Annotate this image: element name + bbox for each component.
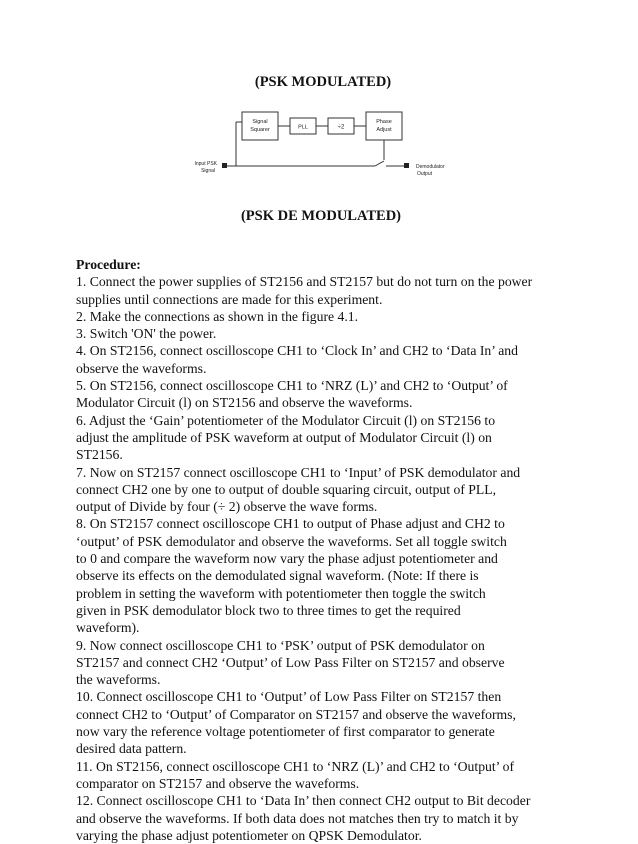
procedure-section [76,256,546,844]
procedure-lines [76,273,546,844]
procedure-line: comparator on ST2157 and observe the waveforms. [76,775,360,791]
procedure-line: Modulator Circuit (l) on ST2156 and observe the waveforms. [76,395,413,411]
input-label-1: Input PSK [194,161,217,167]
output-label-1: Demodulator [416,164,445,170]
output-terminal [404,163,409,168]
procedure-line: 7. Now on ST2157 connect oscilloscope CH1 to ‘Input’ of PSK demodulator and [76,464,521,480]
procedure-line: 4. On ST2156, connect oscilloscope CH1 to ‘Clock In’ and CH2 to ‘Data In’ and [76,343,518,359]
procedure-line: 9. Now connect oscilloscope CH1 to ‘PSK’ output of PSK demodulator on [76,637,485,653]
procedure-line: waveform). [76,620,140,636]
procedure-line: connect CH2 to ‘Output’ of Comparator on ST2157 and observe the waveforms, [76,706,516,722]
procedure-line: 8. On ST2157 connect oscilloscope CH1 to output of Phase adjust and CH2 to [76,516,505,532]
pll-label: PLL [298,124,308,131]
procedure-line: 10. Connect oscilloscope CH1 to ‘Output’ of Low Pass Filter on ST2157 then [76,689,502,705]
procedure-line: ST2156. [76,447,123,463]
procedure-title: Procedure: [76,257,141,272]
procedure-line: the waveforms. [76,672,161,688]
procedure-line: 1. Connect the power supplies of ST2156 and ST2157 but do not turn on the power [76,274,533,290]
input-terminal [222,163,227,168]
divider-label: ÷2 [337,124,345,131]
procedure-line: adjust the amplitude of PSK waveform at output of Modulator Circuit (l) on [76,429,492,445]
procedure-line: observe its effects on the demodulated signal waveform. (Note: If there is [76,568,479,584]
procedure-line: problem in setting the waveform with potentiometer then toggle the switch [76,585,486,601]
procedure-line: varying the phase adjust potentiometer on QPSK Demodulator. [76,827,422,843]
phase-adjust-block [366,112,402,140]
psk-demodulator-block-diagram [170,108,470,188]
procedure-line: desired data pattern. [76,741,187,757]
procedure-line: ST2157 and connect CH2 ‘Output’ of Low Pass Filter on ST2157 and observe [76,654,505,670]
input-label-2: Signal [201,168,215,174]
procedure-line: to 0 and compare the waveform now vary the phase adjust potentiometer and [76,551,498,567]
procedure-line: now vary the reference voltage potentiometer of first comparator to generate [76,724,495,740]
procedure-line: supplies until connections are made for this experiment. [76,291,383,307]
procedure-line: ‘output’ of PSK demodulator and observe the waveforms. Set all toggle switch [76,533,507,549]
procedure-line: output of Divide by four (÷ 2) observe the wave forms. [76,499,378,515]
procedure-line: 11. On ST2156, connect oscilloscope CH1 to ‘NRZ (L)’ and CH2 to ‘Output’ of [76,758,515,774]
signal-squarer-block [242,112,278,140]
procedure-line: observe the waveforms. [76,360,207,376]
procedure-line: 5. On ST2156, connect oscilloscope CH1 to ‘NRZ (L)’ and CH2 to ‘Output’ of [76,378,508,394]
procedure-line: and observe the waveforms. If both data does not matches then try to match it by [76,810,519,826]
procedure-line: 12. Connect oscilloscope CH1 to ‘Data In’ then connect CH2 output to Bit decoder [76,793,531,809]
phase-adjust-label-2: Adjust [376,127,392,133]
signal-squarer-label-2: Squarer [250,127,270,133]
procedure-line: 2. Make the connections as shown in the figure 4.1. [76,308,359,324]
phase-adjust-label-1: Phase [376,119,392,125]
output-label-2: Output [417,171,433,177]
toggle-switch [375,161,384,166]
procedure-line: 3. Switch 'ON' the power. [76,326,217,342]
heading-psk-modulated: (PSK MODULATED) [254,74,392,90]
signal-squarer-label-1: Signal [252,119,268,125]
procedure-line: connect CH2 one by one to output of double squaring circuit, output of PLL, [76,481,497,497]
procedure-line: given in PSK demodulator block two to three times to get the required [76,602,461,618]
heading-psk-demodulated: (PSK DE MODULATED) [240,208,402,224]
procedure-line: 6. Adjust the ‘Gain’ potentiometer of the Modulator Circuit (l) on ST2156 to [76,412,496,428]
